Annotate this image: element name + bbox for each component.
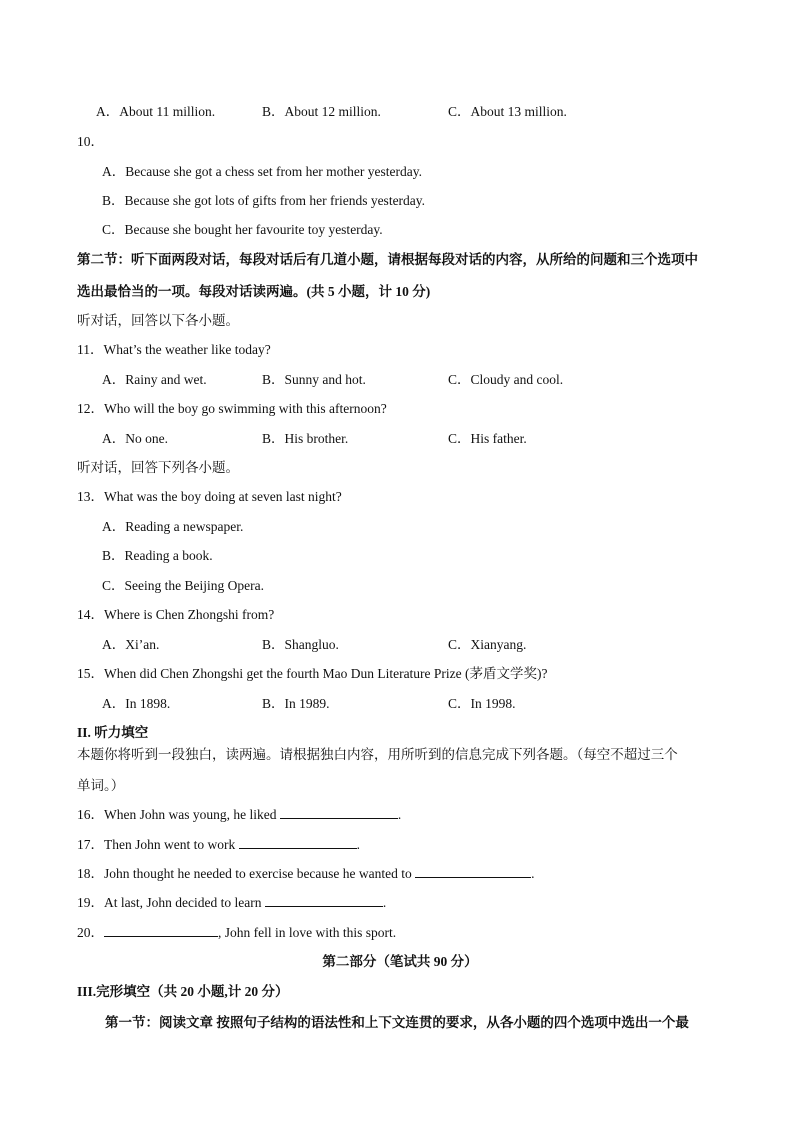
instruction-cont: 单词。） <box>77 778 125 793</box>
question-text: 14．Where is Chen Zhongshi from? <box>77 607 275 622</box>
option-b: B．About 12 million. <box>262 104 381 119</box>
answer-blank[interactable] <box>265 894 383 907</box>
option-c: C．In 1998. <box>448 696 516 711</box>
option-a: A．Because she got a chess set from her mother yesterday. <box>102 164 423 179</box>
fill-item: 16．When John was young, he liked . <box>77 807 402 822</box>
answer-blank[interactable] <box>415 865 531 878</box>
option-b: B．Sunny and hot. <box>262 372 366 387</box>
option-a: A．Rainy and wet. <box>102 372 207 387</box>
option-b: B．In 1989. <box>262 696 330 711</box>
option-a: A．Reading a newspaper. <box>102 519 244 534</box>
option-b: B．Reading a book. <box>102 548 213 563</box>
option-c: C．About 13 million. <box>448 104 567 119</box>
part-title: 第二部分（笔试共 90 分） <box>322 954 478 969</box>
option-a: A．About 11 million. <box>96 104 216 119</box>
section-heading: 第二节：听下面两段对话，每段对话后有几道小题，请根据每段对话的内容，从所给的问题和三个选项中 <box>77 252 698 267</box>
instruction: 本题你将听到一段独白，读两遍。请根据独白内容，用所听到的信息完成下列各题。（每空不超过三个 <box>77 747 678 762</box>
instruction: 听对话，回答下列各小题。 <box>77 460 239 475</box>
option-a: A．Xi’an. <box>102 637 160 652</box>
fill-item: 20． , John fell in love with this sport. <box>77 925 397 940</box>
part-heading: III.完形填空（共 20 小题,计 20 分） <box>77 984 289 999</box>
option-c: C．Xianyang. <box>448 637 527 652</box>
answer-blank[interactable] <box>104 924 218 937</box>
option-c: C．Because she bought her favourite toy yesterday. <box>102 222 383 237</box>
option-c: C．Cloudy and cool. <box>448 372 564 387</box>
question-text: 11．What’s the weather like today? <box>77 342 271 357</box>
option-c: C．His father. <box>448 431 527 446</box>
option-b: B．Because she got lots of gifts from her friends yesterday. <box>102 193 426 208</box>
answer-blank[interactable] <box>280 806 398 819</box>
section-heading: 第一节：阅读文章 按照句子结构的语法性和上下文连贯的要求，从各小题的四个选项中选出一个最 <box>105 1015 689 1030</box>
question-text: 12．Who will the boy go swimming with this afternoon? <box>77 401 387 416</box>
section-heading-cont: 选出最恰当的一项。每段对话读两遍。(共 5 小题，计 10 分) <box>77 284 431 299</box>
instruction: 听对话，回答以下各小题。 <box>77 313 239 328</box>
option-a: A．In 1898. <box>102 696 171 711</box>
option-b: B．Shangluo. <box>262 637 339 652</box>
option-b: B．His brother. <box>262 431 349 446</box>
question-number: 10． <box>77 134 104 149</box>
part-heading: II. 听力填空 <box>77 725 149 740</box>
option-a: A．No one. <box>102 431 168 446</box>
answer-blank[interactable] <box>239 836 357 849</box>
fill-item: 19．At last, John decided to learn . <box>77 895 387 910</box>
question-text: 15．When did Chen Zhongshi get the fourth Mao Dun Literature Prize (茅盾文学奖)? <box>77 666 548 681</box>
fill-item: 18．John thought he needed to exercise because he wanted to . <box>77 866 535 881</box>
fill-item: 17．Then John went to work . <box>77 837 360 852</box>
question-text: 13．What was the boy doing at seven last night? <box>77 489 342 504</box>
option-c: C．Seeing the Beijing Opera. <box>102 578 264 593</box>
